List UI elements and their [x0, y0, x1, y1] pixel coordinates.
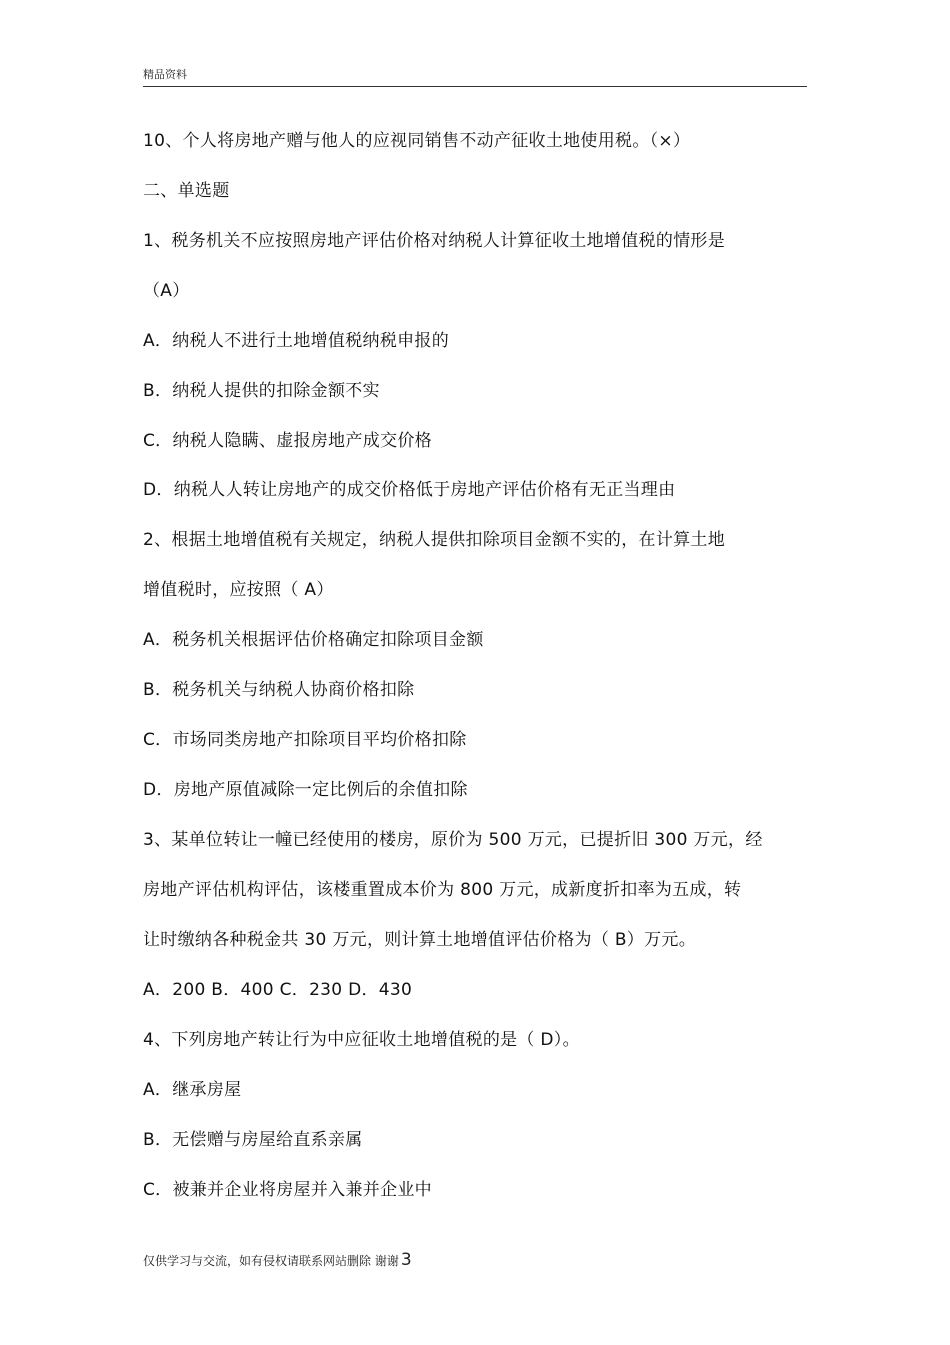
question-text: 2、根据土地增值税有关规定，纳税人提供扣除项目金额不实的，在计算土地 — [143, 530, 726, 550]
option-text: A．继承房屋 — [143, 1080, 242, 1100]
option-text: B．纳税人提供的扣除金额不实 — [143, 381, 380, 401]
page-footer — [143, 1250, 412, 1270]
question-text: 3、某单位转让一幢已经使用的楼房，原价为 500 万元，已提折旧 300 万元，经 — [143, 830, 763, 850]
question-text: 增值税时，应按照（ A） — [143, 580, 334, 600]
section-heading: 二、单选题 — [143, 181, 230, 201]
option-text: A．200 B．400 C．230 D．430 — [143, 980, 413, 1000]
option-text: D．纳税人人转让房地产的成交价格低于房地产评估价格有无正当理由 — [143, 480, 676, 500]
question-text: 4、下列房地产转让行为中应征收土地增值税的是（ D）。 — [143, 1030, 580, 1050]
question-text: 房地产评估机构评估，该楼重置成本价为 800 万元，成新度折扣率为五成，转 — [143, 880, 742, 900]
option-text: B．税务机关与纳税人协商价格扣除 — [143, 680, 415, 700]
question-text: 1、税务机关不应按照房地产评估价格对纳税人计算征收土地增值税的情形是 — [143, 231, 726, 251]
option-text: D．房地产原值减除一定比例后的余值扣除 — [143, 780, 468, 800]
option-text: C．市场同类房地产扣除项目平均价格扣除 — [143, 730, 467, 750]
footer-text: 仅供学习与交流，如有侵权请联系网站删除 谢谢 — [143, 1254, 399, 1268]
option-text: C．纳税人隐瞒、虚报房地产成交价格 — [143, 431, 432, 451]
text-line: 10、个人将房地产赠与他人的应视同销售不动产征收土地使用税。（×） — [143, 131, 691, 151]
page-header-label: 精品资料 — [143, 68, 187, 81]
question-text: 让时缴纳各种税金共 30 万元，则计算土地增值评估价格为（ B）万元。 — [143, 930, 697, 950]
header-divider — [143, 86, 807, 87]
page-number: 3 — [400, 1250, 412, 1270]
option-text: C．被兼并企业将房屋并入兼并企业中 — [143, 1180, 432, 1200]
option-text: B．无偿赠与房屋给直系亲属 — [143, 1130, 363, 1150]
answer-text: （A） — [143, 281, 190, 301]
option-text: A．纳税人不进行土地增值税纳税申报的 — [143, 331, 450, 351]
option-text: A．税务机关根据评估价格确定扣除项目金额 — [143, 630, 484, 650]
